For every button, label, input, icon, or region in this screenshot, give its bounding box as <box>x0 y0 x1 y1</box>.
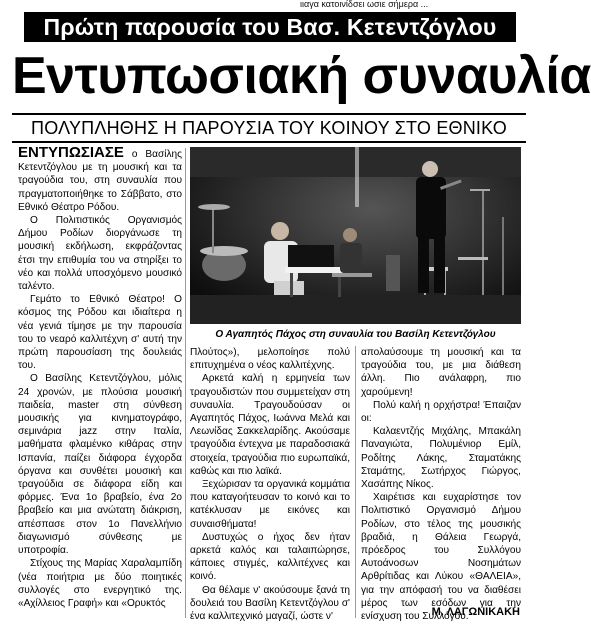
paragraph: Ξεχώρισαν τα οργανικά κομμάτια που καταγοήτευσαν το κοινό και το κατέκλυσαν με εικόνες και συναισθήματα! <box>190 479 350 530</box>
paragraph: Πολύ καλή η ορχήστρα! Έπαιζαν οι: <box>361 399 521 425</box>
paragraph: Θα θέλαμε ν' ακούσουμε ξανά τη δουλειά του Βασίλη Κετεντζόγλου σ' ένα καλλιτεχνικό μαγαζί, ώστε ν' <box>190 584 350 623</box>
subhead-rule-bottom <box>12 141 526 143</box>
column-divider-1 <box>185 148 186 618</box>
lead-paragraph-text: ο Βασίλης Κετεντζόγλου με τη μουσική και τα τραγούδια του, στη συναυλία που πραγματοποιήθηκε το Σάββατο, στο Εθνικό Θέατρο Ρόδου. <box>18 149 182 213</box>
concert-photo <box>190 147 521 324</box>
paragraph: Ο Βασίλης Κετεντζόγλου, μόλις 24 χρονών, με πλούσια μουσική παιδεία, master στη σύνθεση μουσικής για κινηματογράφο, σεμινάρια jazz στην Ιταλία, μαθήματα φλαμένκο κιθάρας στην Ισπανία, παίζει διάφορα έγχορδα όργανα και συνθέτει μουσική και τραγούδια σε διάφορα είδη και φόρμες. Ένα 1ο βραβείο, ένα 2ο βραβείο και μια ανώτατη διάκριση, απέσπασε στον 1ο Πανελλήνιο διαγωνισμό σύνθεσης με υποτροφία. <box>18 373 182 557</box>
kicker-banner: Πρώτη παρουσία του Βασ. Κετεντζόγλου <box>24 12 516 42</box>
drop-cap-word: ΕΝΤΥΠΩΣΙΑΣΕ <box>18 144 124 161</box>
column-divider-2 <box>355 346 356 618</box>
paragraph: Δυστυχώς ο ήχος δεν ήταν αρκετά καλός και ταλαιπώρησε, κάποιες στιγμές, καλλιτέχνες και κοινό. <box>190 531 350 583</box>
paragraph: Ο Πολιτιστικός Οργανισμός Δήμου Ροδίων διοργάνωσε τη μουσική εκδήλωση, εκφράζοντας έτσι την επιθυμία του να στηρίξει το νέο και πολλά υποσχόμενο μουσικό ταλέντο. <box>18 215 182 293</box>
column-2 <box>190 346 350 622</box>
subhead: ΠΟΛΥΠΛΗΘΗΣ Η ΠΑΡΟΥΣΙΑ ΤΟΥ ΚΟΙΝΟΥ ΣΤΟ ΕΘΝΙΚΟ <box>31 118 507 138</box>
paragraph: Πλούτος»), μελοποίησε πολύ επιτυχημένα ο νέος καλλιτέχνης. <box>190 347 350 372</box>
paragraph: απολαύσουμε τη μουσική και τα τραγούδια του, με μια διάθεση άλλη. Πιο ανάλαφρη, πιο χαρούμενη! <box>361 347 521 398</box>
concert-photo-illustration <box>190 147 521 324</box>
paragraph: Καλαεντζής Μιχάλης, Μπακάλη Παναγιώτα, Πολυμένιορ Εμίλ, Ροδίτης Λάκης, Σταματάκης Σταμάτης, Σωτήρχος Γιώργος, Χασάπης Νίκος. <box>361 426 521 491</box>
column-1-lead-paragraph <box>18 146 182 214</box>
top-edge-fragment: ιιαγα κατοινίδσει ωσιε σήμερα ... <box>300 0 429 9</box>
paragraph: Χαιρέτισε και ευχαρίστησε τον Πολιτιστικό Οργανισμό Δήμου Ροδίων, στο τέλος της μουσικής βραδιά, η Θάλεια Γεωργά, πρόεδρος του Συλλόγου Αυτοάνοσων Νοσημάτων Αρθρίτιδας και Λύκου «ΘΑΛΕΙΑ», για την απόφασή του να διαθέσει μέρος των εσόδων για την ενίσχυση του Συλλόγου. <box>361 492 521 623</box>
paragraph: Γεμάτο το Εθνικό Θέατρο! Ο κόσμος της Ρόδου και ιδιαίτερα η νέα γενιά τίμησε με την παρουσία του το νεαρό καλλιτέχνη σ' αυτή την πρώτη παρουσίαση της δουλειάς του. <box>18 294 182 372</box>
headline: Εντυπωσιακή συναυλία <box>12 47 591 105</box>
author-signature: Μ. ΛΑΓΩΝΙΚΑΚΗ <box>431 606 520 618</box>
paragraph: Στίχους της Μαρίας Χαραλαμπίδη (νέα ποιήτρια με δύο ποιητικές συλλογές στο ενεργητικό της. «Αχίλλειος Γραφή» και «Ορυκτός <box>18 558 182 609</box>
paragraph: Αρκετά καλή η ερμηνεία των τραγουδιστών που συμμετείχαν στη συναυλία. Τραγουδούσαν οι Αγαπητός Πάχος, Ιωάννα Μελά και Λεωνίδας Σακκελαρίδης. Ακούσαμε τραγούδια έντεχνα με παραδοσιακά στοιχεία, τραγούδια πιο ευρωπαϊκά, καθώς και πιο λαϊκά. <box>190 373 350 477</box>
subhead-rule-top <box>12 113 526 115</box>
photo-caption: Ο Αγαπητός Πάχος στη συναυλία του Βασίλη Κετεντζόγλου <box>215 329 496 340</box>
column-1 <box>18 146 182 622</box>
